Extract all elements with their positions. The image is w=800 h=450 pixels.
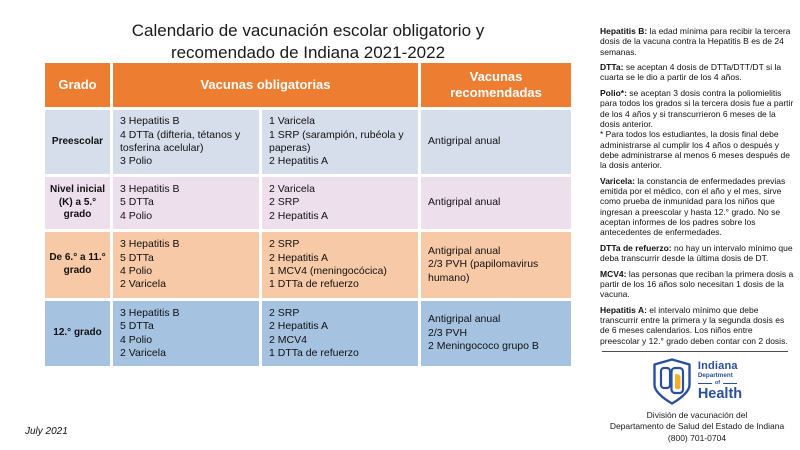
logo-indiana: Indiana <box>697 360 738 373</box>
page-title-line1: Calendario de vacunación escolar obligatorio y <box>131 21 485 40</box>
note-paragraph: Hepatitis B: la edad mínima para recibir la tercera dosis de la vacuna contra la Hepatitis B es de 24 semanas. <box>600 26 791 57</box>
cell-line: 5 DTTa <box>120 251 154 264</box>
grade-cell <box>45 232 110 298</box>
cell-line: 2 MCV4 <box>269 333 307 346</box>
cell-line: 3 Hepatitis B <box>120 115 180 128</box>
logo-rule-left <box>698 383 712 384</box>
cell-line: 12.° grado <box>53 327 102 339</box>
cell-line: 1 SRP (sarampión, rubéola y paperas) <box>269 128 404 154</box>
note-paragraph: Varicela: la constancia de enfermedades previas emitida por el médico, con el año y el mes, sirve como prueba de inmunidad para los niños que ingresan a preescolar y hasta 12.° grado. No se aceptan informes de los padres sobre los antecedentes de enfermedades. <box>600 175 786 238</box>
page-title <box>42 20 574 64</box>
table-row <box>45 177 571 229</box>
logo-text <box>698 361 742 401</box>
cell-line: 2/3 PVH <box>428 326 468 339</box>
notes-list <box>600 26 794 346</box>
recommended-vaccines-cell <box>421 177 571 229</box>
cell-line: 3 Polio <box>120 155 153 168</box>
cell-line: 1 MCV4 (meningocócica) <box>269 265 387 277</box>
cell-line: 4 Polio <box>120 333 153 346</box>
note-paragraph: DTTa: se aceptan 4 dosis de DTTa/DTT/DT si la cuarta se le dio a partir de los 4 años. <box>600 62 782 83</box>
cell-line: 1 DTTa de refuerzo <box>269 278 359 291</box>
cell-line: 4 Polio <box>120 209 153 222</box>
note-lead: DTTa: <box>600 62 626 73</box>
cell-line: 2 Hepatitis A <box>269 251 328 264</box>
cell-line: Antigripal anual <box>428 244 501 257</box>
obligatory-vaccines-cell-a <box>113 110 259 174</box>
header-recommended: Vacunas recomendadas <box>421 63 571 107</box>
division-line: Departamento de Salud del Estado de Indiana <box>609 421 785 432</box>
cell-line: Antigripal anual <box>428 135 501 148</box>
note-lead: Polio*: <box>600 87 630 98</box>
note-paragraph: Polio*: se aceptan 3 dosis contra la poliomielitis para todos los grados si la tercera dosis fue a partir de los 4 años y si transcurrieron 6 meses de la dosis anterior. * Para todos los estudiantes, la dosis final debe administrarse al cumplir los 4 años o después y debe administrarse al menos 6 meses después de la dosis anterior. <box>600 87 794 171</box>
table-row <box>45 110 571 174</box>
indiana-health-logo <box>600 358 794 405</box>
recommended-vaccines-cell <box>421 110 571 174</box>
cell-line: 2 Varicela <box>269 182 315 195</box>
recommended-vaccines-cell <box>421 301 571 366</box>
obligatory-vaccines-cell-a <box>113 232 259 298</box>
cell-line: 2 Hepatitis A <box>269 155 328 168</box>
cell-line: De 6.° a 11.° grado <box>49 252 106 276</box>
note-paragraph: DTTa de refuerzo: no hay un intervalo mínimo que deba transcurrir desde la última dosis de DT. <box>600 242 793 264</box>
cell-line: 2 Varicela <box>120 346 166 359</box>
table-row <box>45 301 571 366</box>
notes-panel <box>600 26 794 444</box>
publication-date: July 2021 <box>25 426 68 437</box>
logo-department: Department <box>697 372 733 380</box>
obligatory-vaccines-cell-b <box>262 301 418 366</box>
grade-cell <box>45 301 110 366</box>
cell-line: 2 Hepatitis A <box>269 209 328 222</box>
grade-cell <box>45 177 110 229</box>
note-lead: Hepatitis B: <box>600 26 650 36</box>
note-lead: Hepatitis A: <box>600 304 650 315</box>
header-grade: Grado <box>45 63 110 107</box>
cell-line: 5 DTTa <box>120 196 154 209</box>
page-title-line2: recomendado de Indiana 2021-2022 <box>170 43 446 63</box>
cell-line: Antigripal anual <box>428 196 501 209</box>
shield-icon <box>652 358 692 405</box>
obligatory-vaccines-cell-a <box>113 301 259 366</box>
divider <box>602 351 788 352</box>
cell-line: Nivel inicial (K) a 5.° grado <box>49 183 106 221</box>
cell-line: 2 SRP <box>269 238 300 251</box>
logo-of: of <box>698 381 742 387</box>
obligatory-vaccines-cell-b <box>262 177 418 229</box>
note-paragraph: MCV4: las personas que reciban la primera dosis a partir de los 16 años solo necesitan 1 dosis de la vacuna. <box>600 268 794 300</box>
cell-line: 4 DTTa (difteria, tétanos y tosferina acelular) <box>120 128 241 154</box>
cell-line: 2 Hepatitis A <box>269 320 328 333</box>
cell-line: 2 SRP <box>269 196 300 209</box>
cell-line: Preescolar <box>51 135 104 147</box>
table-header-row <box>45 63 571 107</box>
cell-line: 3 Hepatitis B <box>120 238 180 251</box>
obligatory-vaccines-cell-a <box>113 177 259 229</box>
cell-line: 1 Varicela <box>269 115 315 128</box>
recommended-vaccines-cell <box>421 232 571 298</box>
header-obligatory: Vacunas obligatorias <box>113 63 418 107</box>
note-paragraph: Hepatitis A: el intervalo mínimo que debe transcurrir entre la primera y la segunda dosis es de 6 meses calendarios. Los niños entre preescolar y 12.° grado deben contar con 2 dosis. <box>600 304 788 346</box>
cell-line: Antigripal anual <box>428 313 501 326</box>
obligatory-vaccines-cell-b <box>262 232 418 298</box>
grade-cell <box>45 110 110 174</box>
table-row <box>45 232 571 298</box>
cell-line: 5 DTTa <box>120 320 154 333</box>
cell-line: 2 Varicela <box>120 278 166 291</box>
vaccination-schedule-table <box>42 60 574 369</box>
obligatory-vaccines-cell-b <box>262 110 418 174</box>
note-footnote: * Para todos los estudiantes, la dosis final debe administrarse al cumplir los 4 años o después y debe administrarse al menos 6 meses después de la dosis anterior. <box>600 129 790 171</box>
note-lead: Varicela: <box>600 175 638 186</box>
logo-rule-right <box>723 383 737 384</box>
logo-health: Health <box>697 386 743 403</box>
division-line: (800) 701-0704 <box>667 432 727 443</box>
note-lead: MCV4: <box>600 268 629 279</box>
division-address <box>600 410 794 444</box>
note-lead: DTTa de refuerzo: <box>600 242 674 253</box>
cell-line: 3 Hepatitis B <box>120 306 180 319</box>
cell-line: 2/3 PVH (papilomavirus humano) <box>428 258 539 284</box>
division-line: División de vacunación del <box>646 410 748 421</box>
cell-line: 1 DTTa de refuerzo <box>269 346 359 359</box>
cell-line: 2 Meningococo grupo B <box>428 340 539 353</box>
cell-line: 2 SRP <box>269 306 300 319</box>
cell-line: 4 Polio <box>120 265 153 277</box>
cell-line: 3 Hepatitis B <box>120 182 180 195</box>
